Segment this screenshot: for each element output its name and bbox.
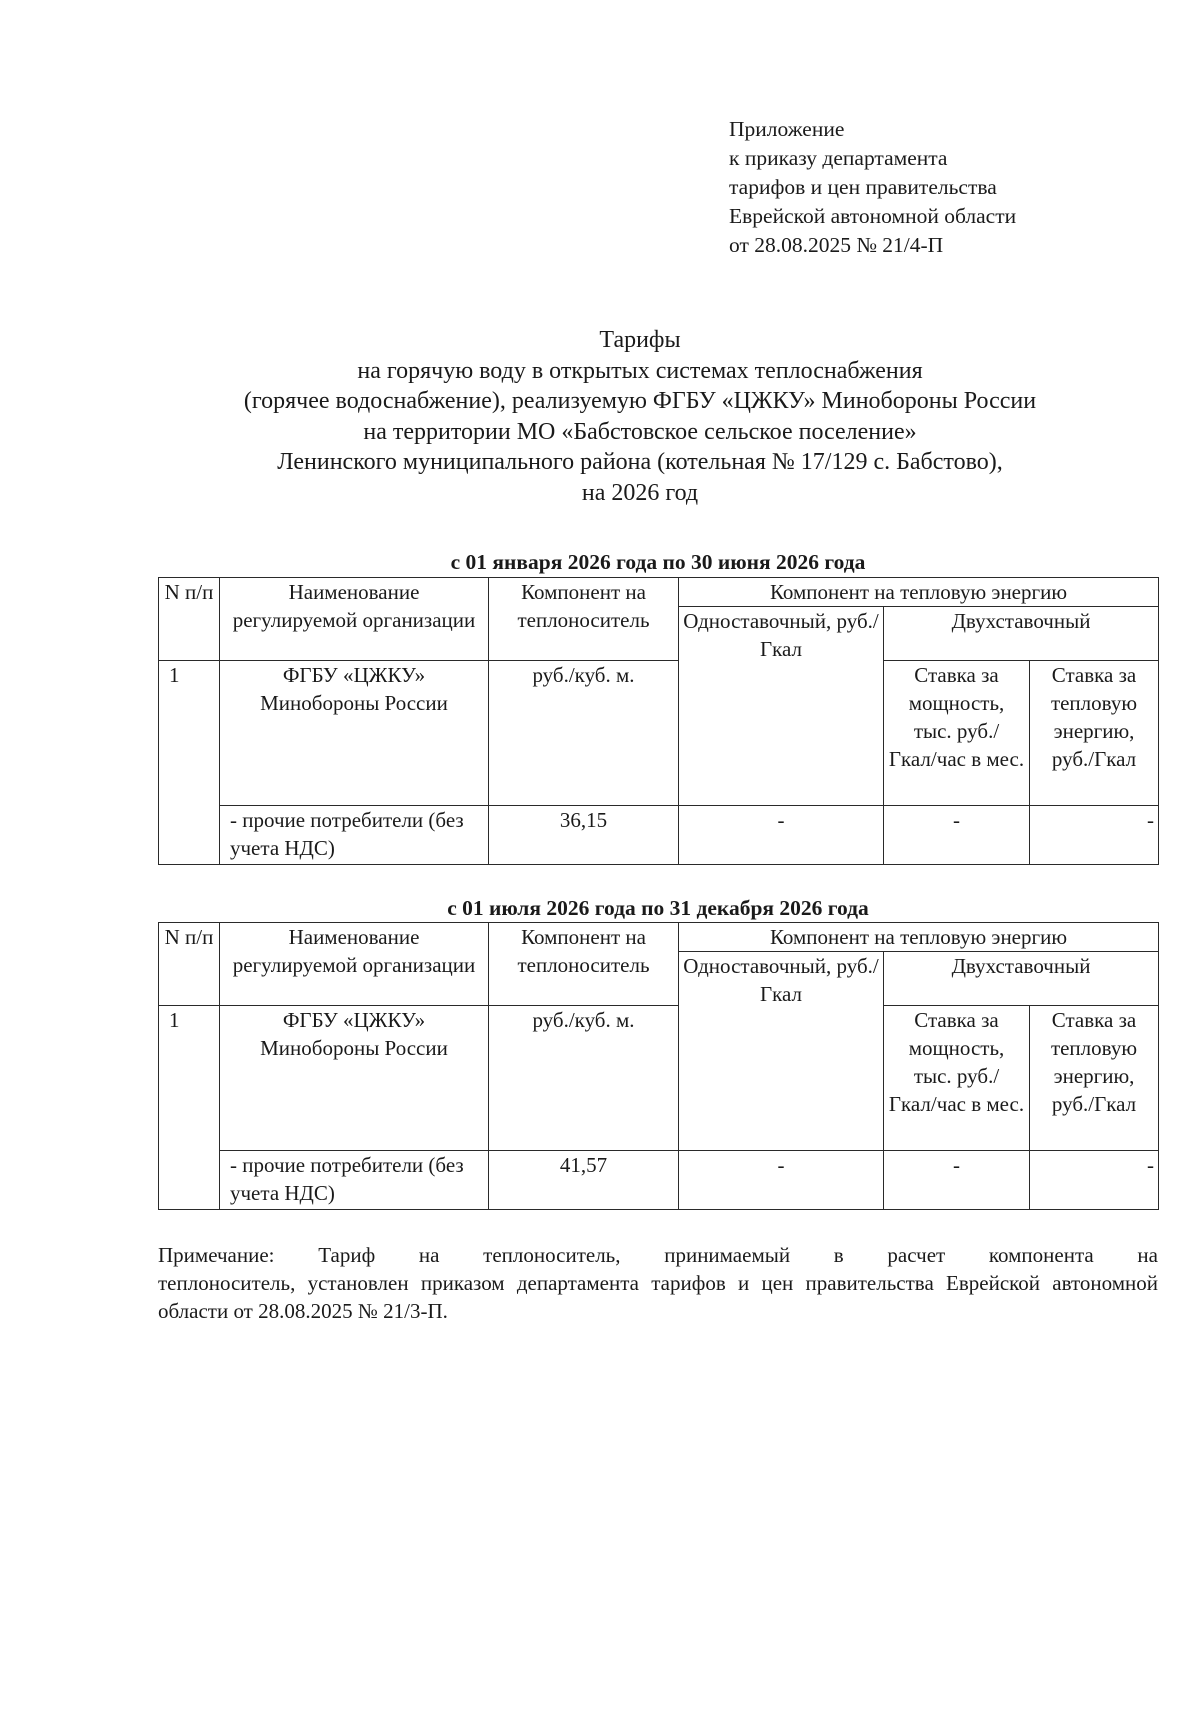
title-line: на горячую воду в открытых системах теплоснабжения — [357, 357, 923, 384]
consumer-label: - прочие потребители (без учета НДС) — [220, 1151, 489, 1210]
energy-value: - — [1030, 1151, 1159, 1210]
title-line: Тарифы — [599, 327, 681, 353]
carrier-unit: руб./куб. м. — [489, 1006, 679, 1151]
energy-value: - — [1030, 806, 1159, 865]
appendix-line: тарифов и цен правительства — [729, 175, 997, 199]
header-rate-power: Ставка за мощность, тыс. руб./ Гкал/час в мес. — [884, 1006, 1030, 1151]
appendix-line: Приложение — [729, 117, 845, 141]
row-number: 1 — [159, 661, 220, 865]
title-line: (горячее водоснабжение), реализуемую ФГБУ «ЦЖКУ» Минобороны России — [243, 388, 1037, 414]
header-energy: Компонент на тепловую энергию — [679, 923, 1159, 952]
header-double: Двухставочный — [884, 607, 1159, 661]
header-carrier: Компонент на теплоноситель — [489, 923, 679, 1006]
footnote-line: Примечание: Тариф на теплоноситель, принимаемый в расчет компонента на — [158, 1243, 1158, 1267]
header-rate-power: Ставка за мощность, тыс. руб./ Гкал/час в мес. — [884, 661, 1030, 806]
appendix-line: к приказу департамента — [729, 146, 948, 170]
period-heading: с 01 января 2026 года по 30 июня 2026 года — [450, 550, 866, 574]
header-org: Наименование регулируемой организации — [220, 578, 489, 661]
tariff-table — [158, 922, 1159, 1210]
header-num: N п/п — [159, 923, 220, 1006]
carrier-value: 36,15 — [489, 806, 679, 865]
header-carrier: Компонент на теплоноситель — [489, 578, 679, 661]
header-rate-energy: Ставка за тепловую энергию, руб./Гкал — [1030, 661, 1159, 806]
single-value: - — [679, 806, 884, 865]
org-name: ФГБУ «ЦЖКУ» Минобороны России — [220, 661, 489, 806]
consumer-label: - прочие потребители (без учета НДС) — [220, 806, 489, 865]
org-name: ФГБУ «ЦЖКУ» Минобороны России — [220, 1006, 489, 1151]
header-single: Одноставочный, руб./Гкал — [679, 607, 884, 806]
appendix-block — [729, 115, 1016, 260]
header-rate-energy: Ставка за тепловую энергию, руб./Гкал — [1030, 1006, 1159, 1151]
title-line: Ленинского муниципального района (котельная № 17/129 с. Бабстово), — [277, 449, 1003, 475]
header-energy: Компонент на тепловую энергию — [679, 578, 1159, 607]
document-title — [120, 325, 1160, 508]
carrier-value: 41,57 — [489, 1151, 679, 1210]
tariff-table — [158, 577, 1159, 865]
title-line: на территории МО «Бабстовское сельское поселение» — [363, 418, 917, 445]
period-heading: с 01 июля 2026 года по 31 декабря 2026 года — [447, 896, 869, 920]
row-number: 1 — [159, 1006, 220, 1210]
title-line: на 2026 год — [581, 479, 699, 506]
carrier-unit: руб./куб. м. — [489, 661, 679, 806]
single-value: - — [679, 1151, 884, 1210]
header-single: Одноставочный, руб./Гкал — [679, 952, 884, 1151]
footnote — [158, 1241, 1158, 1325]
power-value: - — [884, 806, 1030, 865]
header-double: Двухставочный — [884, 952, 1159, 1006]
appendix-line: от 28.08.2025 № 21/4-П — [729, 233, 944, 257]
header-org: Наименование регулируемой организации — [220, 923, 489, 1006]
footnote-rest: теплоноситель, установлен приказом департамента тарифов и цен правительства Еврейской автономной области от 28.08.2025 № 21/3-П. — [158, 1271, 1158, 1323]
header-num: N п/п — [159, 578, 220, 661]
power-value: - — [884, 1151, 1030, 1210]
appendix-line: Еврейской автономной области — [729, 204, 1017, 228]
